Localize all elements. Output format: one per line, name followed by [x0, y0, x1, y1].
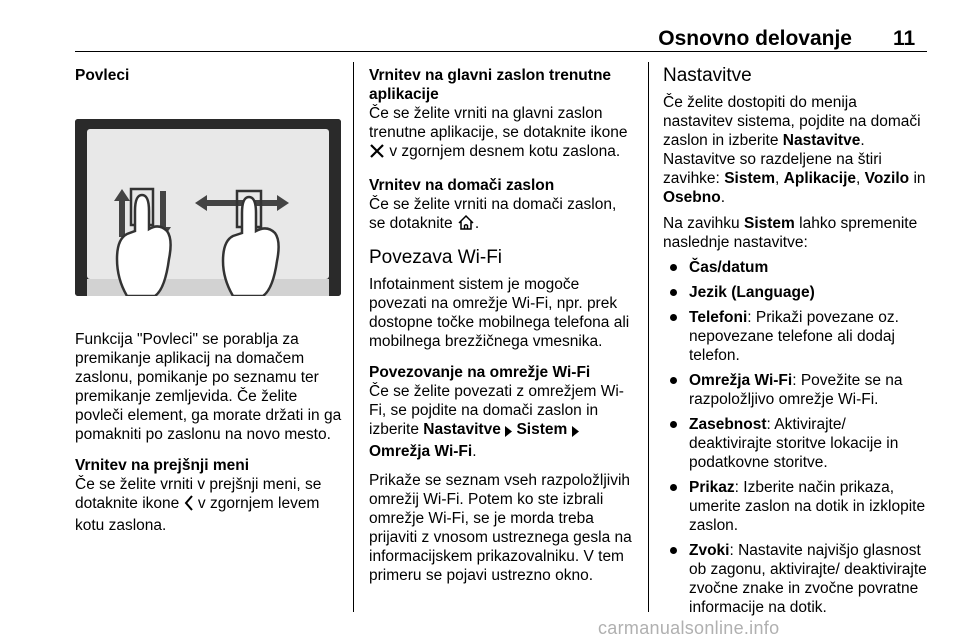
- drag-gesture-illustration: [75, 119, 341, 296]
- drag-gesture-image: [75, 119, 341, 296]
- settings-tabs-intro: Nastavitve so razdeljene na štiri zavihke:: [663, 151, 882, 187]
- page-header-title: Osnovno delovanje: [658, 27, 852, 50]
- column-1: [75, 62, 343, 535]
- wifi-list-description: Prikaže se seznam vseh razpoložljivih omrežij Wi-Fi. Potem ko ste izbrali omrežje Wi-Fi, se je morda treba prijaviti z vnosom ustreznega gesla na informacijskem prikazovalniku. V tem primeru se pojavi ustrezno okno.: [369, 472, 632, 584]
- settings-list-item: [663, 541, 928, 617]
- bullet-icon: [670, 484, 677, 491]
- path-arrow-icon: [572, 423, 579, 442]
- bullet-icon: [670, 264, 677, 271]
- povleci-description: Funkcija "Povleci" se porablja za premikanje aplikacij na domačem zaslonu, pomikanje po seznamu ter premikanje zemljevida. Če želite povleči element, ga morate držati in ga pomakniti po zaslonu na novo mesto.: [75, 331, 342, 443]
- wifi-connect-description: [369, 382, 635, 461]
- bullet-icon: [670, 377, 677, 384]
- settings-list-item: [663, 478, 928, 535]
- back-description-a: Če se želite vrniti v prejšnji meni, se dotaknite ikone: [75, 476, 322, 512]
- column-2: [369, 62, 635, 585]
- item-title: Zasebnost: [689, 416, 767, 433]
- item-title: Jezik (Language): [689, 284, 815, 301]
- tabs-and: in: [913, 170, 926, 187]
- bullet-icon: [670, 547, 677, 554]
- item-title: Omrežja Wi-Fi: [689, 372, 793, 389]
- close-x-icon: [369, 143, 385, 164]
- item-text: : Izberite način prikaza, umerite zaslon na dotik in izklopite zaslon.: [689, 479, 926, 534]
- app-home-description-b: v zgornjem desnem kotu zaslona.: [389, 143, 621, 160]
- home-description-a: Če se želite vrniti na domači zaslon, se dotaknite: [369, 196, 617, 232]
- path-system: Sistem: [516, 421, 568, 438]
- back-description-b: v zgornjem levem kotu zaslona.: [75, 495, 320, 534]
- tab-osebno: Osebno: [663, 189, 721, 206]
- item-text: : Povežite se na razpoložljivo omrežje Wi-Fi.: [689, 372, 903, 408]
- settings-list-item: [663, 283, 928, 302]
- settings-description-a: Če želite dostopiti do menija nastavitev sistema, pojdite na domači zaslon in izberite: [663, 94, 921, 149]
- item-title: Telefoni: [689, 309, 748, 326]
- system-tab-intro: [663, 214, 928, 252]
- section-heading-settings: Nastavitve: [663, 65, 752, 86]
- section-heading-home: Vrnitev na domači zaslon: [369, 177, 555, 194]
- item-title: Čas/datum: [689, 259, 769, 276]
- item-text: : Aktivirajte/ deaktivirajte storitve lokacije in podatkovne storitve.: [689, 416, 899, 471]
- item-title: Prikaz: [689, 479, 735, 496]
- path-settings: Nastavitve: [423, 421, 501, 438]
- section-heading-back: Vrnitev na prejšnji meni: [75, 457, 250, 474]
- app-home-description-a: Če se želite vrniti na glavni zaslon trenutne aplikacije, se dotaknite ikone: [369, 105, 628, 141]
- settings-description: Če želite dostopiti do menija nastavitev sistema, pojdite na domači zaslon in izberite Nastavitve. Nastavitve so razdeljene na štiri zavihke: Sistem, Aplikacije, Vozilo in Osebno.: [663, 94, 926, 206]
- path-arrow-icon: [505, 423, 512, 442]
- tab-aplikacije: Aplikacije: [783, 170, 857, 187]
- path-wifi-networks: Omrežja Wi-Fi: [369, 443, 473, 460]
- system-tab-intro-a: Na zavihku: [663, 215, 740, 232]
- column-3: [663, 62, 928, 617]
- section-heading-wifi: Povezava Wi-Fi: [369, 247, 503, 268]
- item-text: : Prikaži povezane oz. nepovezane telefone ali dodaj telefon.: [689, 309, 899, 364]
- path-end: .: [472, 443, 477, 460]
- item-text: : Nastavite najvišjo glasnost ob zagonu, aktivirajte/ deaktivirajte zvočne znake in zvočne povratne informacije na dotik.: [689, 542, 927, 616]
- tab-sistem: Sistem: [724, 170, 776, 187]
- bullet-icon: [670, 421, 677, 428]
- header-rule: [75, 51, 927, 52]
- home-icon: [457, 214, 475, 236]
- home-description: [369, 195, 635, 236]
- bullet-icon: [670, 314, 677, 321]
- settings-bold: Nastavitve: [782, 132, 861, 149]
- item-title: Zvoki: [689, 542, 730, 559]
- settings-list-item: [663, 371, 928, 409]
- wifi-connect-description-a: Če se želite povezati z omrežjem Wi-Fi, se pojdite na domači zaslon in izberite: [369, 383, 624, 438]
- settings-list: [663, 258, 928, 617]
- watermark: carmanualsonline.info: [598, 618, 780, 638]
- bullet-icon: [670, 289, 677, 296]
- back-description: [75, 475, 343, 535]
- system-tab-intro-end: lahko spremenite naslednje nastavitve:: [663, 215, 918, 251]
- app-home-description: [369, 104, 635, 164]
- section-heading-wifi-connect: Povezovanje na omrežje Wi-Fi: [369, 364, 591, 381]
- column-divider-1: [353, 62, 354, 612]
- tab-vozilo: Vozilo: [864, 170, 910, 187]
- tabs-end: .: [720, 189, 726, 206]
- wifi-description: Infotainment sistem je mogoče povezati na omrežje Wi-Fi, npr. prek dostopne točke mobilnega telefona ali mobilnega brezžičnega vmesnika.: [369, 276, 630, 350]
- home-description-b: .: [474, 215, 480, 232]
- settings-list-item: [663, 415, 928, 472]
- system-tab-bold: Sistem: [744, 215, 795, 232]
- back-chevron-icon: [184, 495, 194, 516]
- settings-list-item: [663, 258, 928, 277]
- column-divider-2: [648, 62, 649, 612]
- section-heading-povleci: Povleci: [75, 67, 130, 84]
- settings-list-item: [663, 308, 928, 365]
- page-number: 11: [893, 27, 916, 50]
- settings-description-end: .: [860, 132, 865, 149]
- section-heading-app-home: Vrnitev na glavni zaslon trenutne aplikacije: [369, 67, 612, 103]
